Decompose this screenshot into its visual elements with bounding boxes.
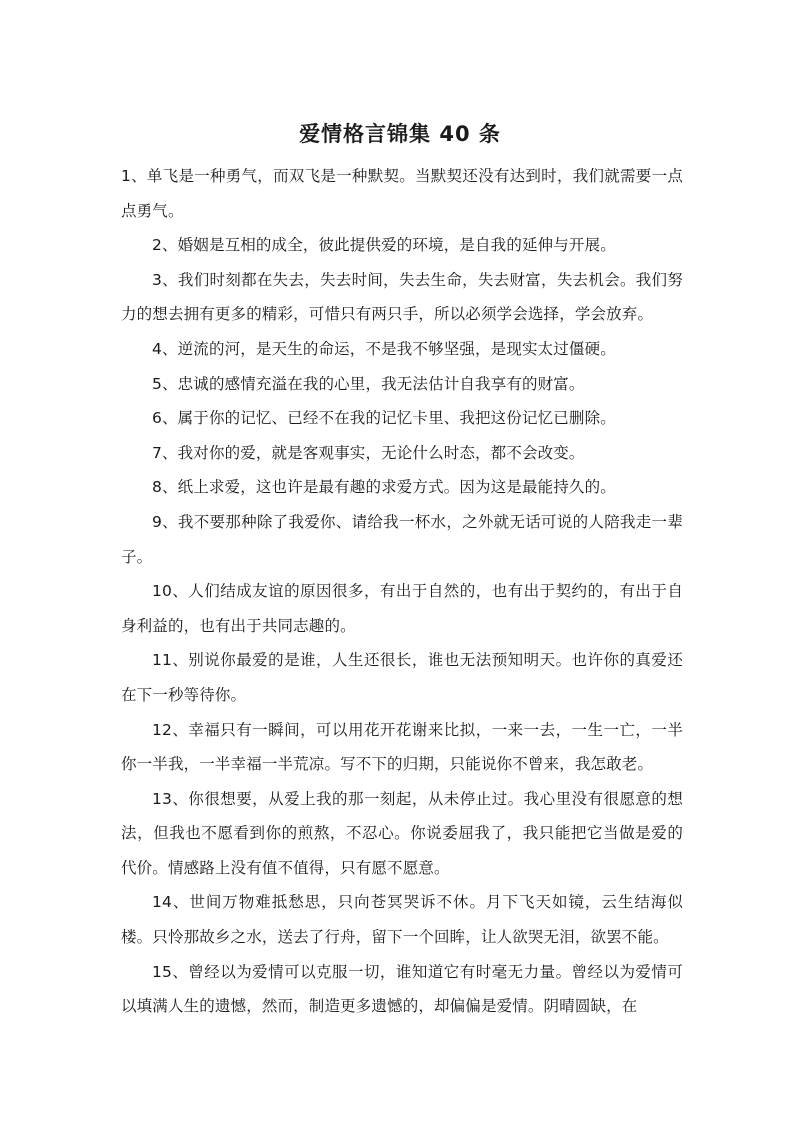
paragraph-2: 2、婚姻是互相的成全，彼此提供爱的环境，是自我的延伸与开展。 bbox=[152, 236, 616, 255]
paragraph-3: 3、我们时刻都在失去，失去时间，失去生命，失去财富，失去机会。我们努力的想去拥有更多的精彩，可惜只有两只手，所以必须学会选择，学会放弃。 bbox=[121, 270, 683, 324]
document-title: 爱情格言锦集 40 条 bbox=[299, 122, 501, 146]
paragraph-7: 7、我对你的爱，就是客观事实，无论什么时态，都不会改变。 bbox=[152, 443, 585, 462]
paragraph-1: 1、单飞是一种勇气，而双飞是一种默契。当默契还没有达到时，我们就需要一点点勇气。 bbox=[121, 167, 683, 220]
paragraph-12: 12、幸福只有一瞬间，可以用花开花谢来比拟，一来一去，一生一亡，一半你一半我，一半幸福一半荒凉。写不下的归期，只能说你不曾来，我怎敢老。 bbox=[121, 720, 683, 774]
paragraph-5: 5、忠诚的感情充溢在我的心里，我无法估计自我享有的财富。 bbox=[152, 374, 585, 393]
paragraph-8: 8、纸上求爱，这也许是最有趣的求爱方式。因为这是最能持久的。 bbox=[152, 478, 616, 497]
document-body bbox=[121, 159, 683, 1024]
paragraph-9: 9、我不要那种除了我爱你、请给我一杯水，之外就无话可说的人陪我走一辈子。 bbox=[121, 512, 683, 566]
paragraph-6: 6、属于你的记忆、已经不在我的记忆卡里、我把这份记忆已删除。 bbox=[152, 409, 616, 428]
paragraph-13: 13、你很想要，从爱上我的那一刻起，从未停止过。我心里没有很愿意的想法，但我也不愿看到你的煎熬，不忍心。你说委屈我了，我只能把它当做是爱的代价。情感路上没有值不值得，只有愿不愿意。 bbox=[121, 789, 683, 877]
paragraph-15: 15、曾经以为爱情可以克服一切，谁知道它有时毫无力量。曾经以为爱情可以填满人生的遗憾，然而，制造更多遗憾的，却偏偏是爱情。阴晴圆缺，在 bbox=[121, 962, 683, 1016]
paragraph-4: 4、逆流的河，是天生的命运，不是我不够坚强，是现实太过僵硬。 bbox=[152, 339, 616, 358]
paragraph-14: 14、世间万物难抵愁思，只向苍冥哭诉不休。月下飞天如镜，云生结海似楼。只怜那故乡之水，送去了行舟，留下一个回眸，让人欲哭无泪，欲罢不能。 bbox=[121, 893, 683, 947]
paragraph-10: 10、人们结成友谊的原因很多，有出于自然的，也有出于契约的，有出于自身利益的，也有出于共同志趣的。 bbox=[121, 582, 683, 635]
paragraph-11: 11、别说你最爱的是谁，人生还很长，谁也无法预知明天。也许你的真爱还在下一秒等待你。 bbox=[121, 651, 683, 704]
